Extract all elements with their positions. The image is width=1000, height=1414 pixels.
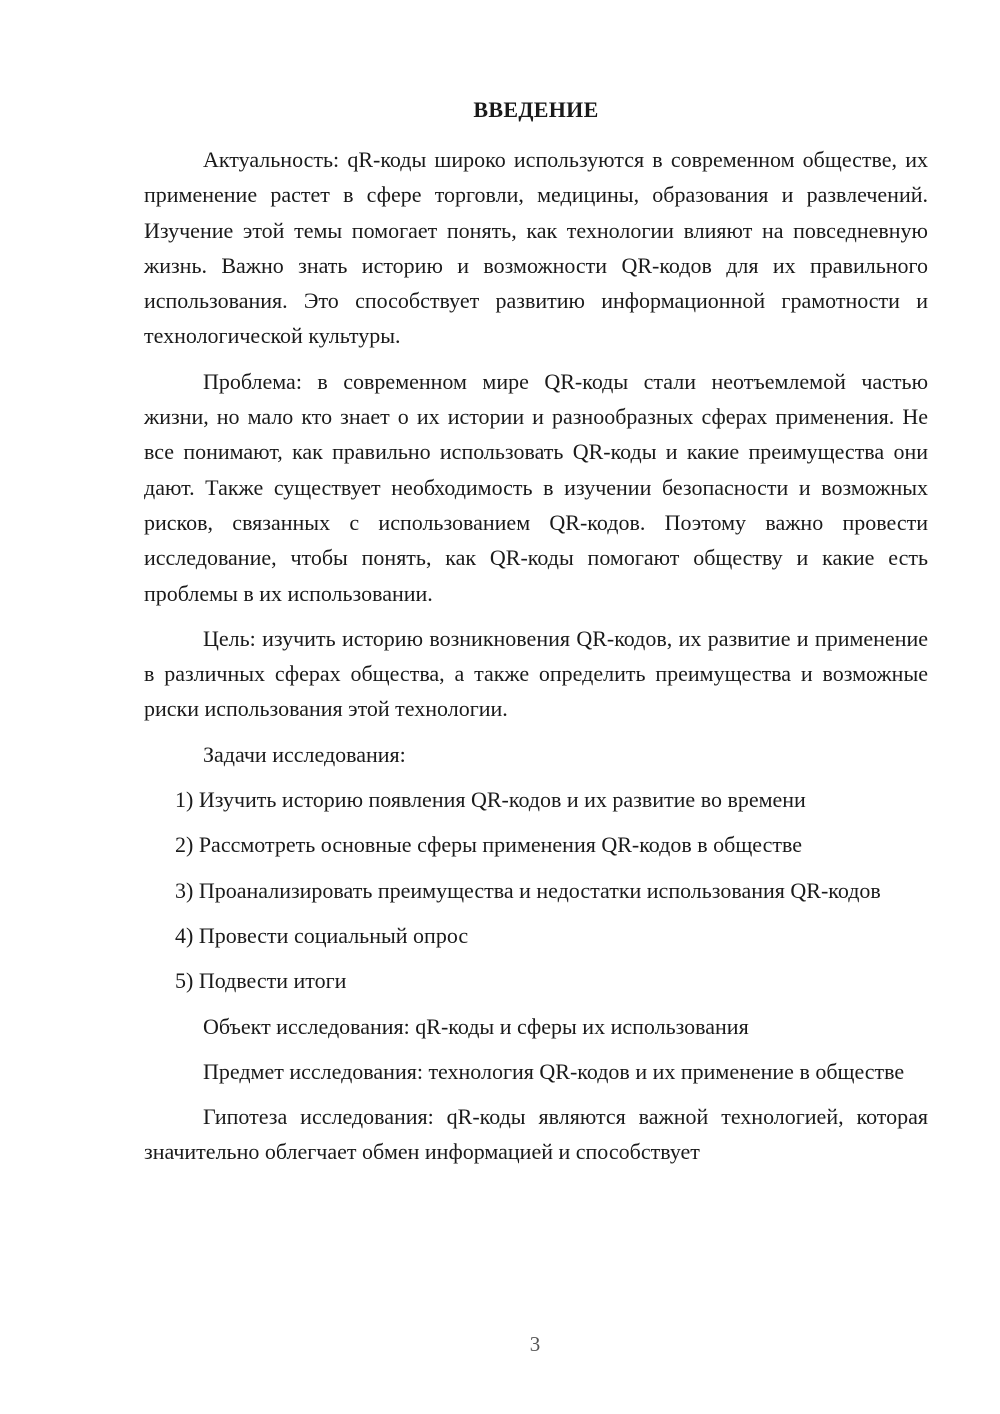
problem-paragraph: Проблема: в современном мире QR-коды стали неотъемлемой частью жизни, но мало кто знает о их истории и разнообразных сферах применения. Не все понимают, как правильно использовать QR-коды и какие преимущества они дают. Также существует необходимость в изучении безопасности и возможных рисков, связанных с использованием QR-кодов. Поэтому важно провести исследование, чтобы понять, как QR-коды помогают обществу и какие есть проблемы в их использовании.	[144, 368, 928, 606]
section-title: ВВЕДЕНИЕ	[473, 97, 599, 122]
task-item: 4) Провести социальный опрос	[175, 922, 469, 948]
task-item: 5) Подвести итоги	[175, 968, 347, 994]
relevance-paragraph: Актуальность: qR-коды широко используются в современном обществе, их применение растет в сфере торговли, медицины, образования и развлечений. Изучение этой темы помогает понять, как технологии влияют на повседневную жизнь. Важно знать историю и возможности QR-кодов для их правильного использования. Это способствует развитию информационной грамотности и технологической культуры.	[144, 147, 928, 349]
hypothesis-paragraph: Гипотеза исследования: qR-коды являются важной технологией, которая значительно облегчает обмен информацией и способствует	[144, 1104, 928, 1165]
goal-paragraph: Цель: изучить историю возникновения QR-кодов, их развитие и применение в различных сферах общества, а также определить преимущества и возможные риски использования этой технологии.	[144, 625, 928, 722]
object-paragraph: Объект исследования: qR-коды и сферы их использования	[203, 1013, 749, 1039]
tasks-heading: Задачи исследования:	[203, 741, 406, 767]
task-item: 1) Изучить историю появления QR-кодов и их развитие во времени	[175, 787, 806, 813]
task-item: 2) Рассмотреть основные сферы применения QR-кодов в обществе	[175, 832, 802, 858]
page-number: 3	[529, 1332, 541, 1356]
task-item: 3) Проанализировать преимущества и недостатки использования QR-кодов	[175, 877, 881, 903]
subject-paragraph: Предмет исследования: технология QR-кодов и их применение в обществе	[203, 1058, 905, 1084]
document-page	[144, 92, 928, 1180]
